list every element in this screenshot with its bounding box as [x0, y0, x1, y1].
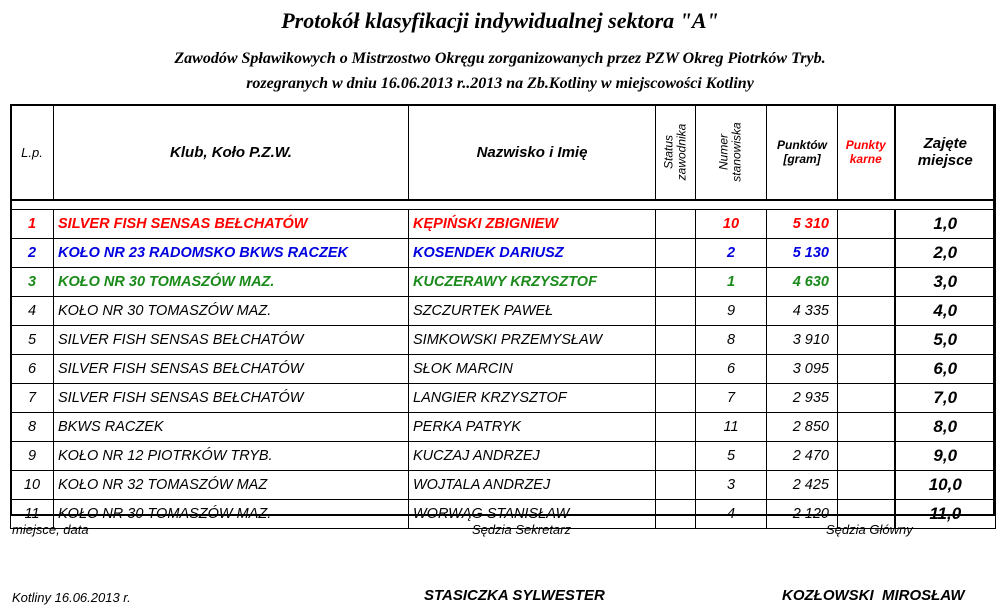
cell-name: KOSENDEK DARIUSZ	[409, 239, 656, 268]
cell-place: 5,0	[895, 326, 996, 355]
col-header-points-line1: Punktów	[777, 138, 827, 152]
cell-station: 11	[696, 413, 767, 442]
col-header-status-text: Status zawodnika	[661, 123, 689, 181]
table-frame	[10, 104, 995, 516]
cell-lp: 5	[11, 326, 54, 355]
cell-lp: 10	[11, 471, 54, 500]
document-subtitle: Zawodów Spławikowych o Mistrzostwo Okręgu zorganizowanych przez PZW Okreg Piotrków Tryb.	[174, 50, 826, 67]
cell-place: 6,0	[895, 355, 996, 384]
cell-lp: 4	[11, 297, 54, 326]
document-title: Protokół klasyfikacji indywidualnej sektora "A"	[281, 8, 719, 33]
cell-club: KOŁO NR 32 TOMASZÓW MAZ	[54, 471, 409, 500]
cell-lp: 11	[11, 500, 54, 529]
chief-judge-label: Sędzia Główny	[826, 522, 913, 537]
cell-station: 9	[696, 297, 767, 326]
cell-club: SILVER FISH SENSAS BEŁCHATÓW	[54, 384, 409, 413]
cell-name: KUCZAJ ANDRZEJ	[409, 442, 656, 471]
cell-place: 8,0	[895, 413, 996, 442]
col-header-penalty-line1: Punkty	[845, 138, 886, 152]
col-header-station-text: Numer stanowiska	[717, 122, 744, 182]
cell-place: 1,0	[895, 210, 996, 239]
cell-club: KOŁO NR 12 PIOTRKÓW TRYB.	[54, 442, 409, 471]
cell-club: KOŁO NR 30 TOMASZÓW MAZ.	[54, 500, 409, 529]
document-date-line: rozegranych w dniu 16.06.2013 r..2013 na Zb.Kotliny w miejscowości Kotliny	[246, 75, 754, 92]
cell-place: 10,0	[895, 471, 996, 500]
place-date-value: Kotliny 16.06.2013 r.	[12, 590, 131, 605]
cell-points: 3 095	[767, 355, 838, 384]
cell-points: 5 310	[767, 210, 838, 239]
cell-name: SZCZURTEK PAWEŁ	[409, 297, 656, 326]
cell-points: 4 630	[767, 268, 838, 297]
cell-lp: 2	[11, 239, 54, 268]
cell-station: 1	[696, 268, 767, 297]
cell-place: 11,0	[895, 500, 996, 529]
cell-station: 4	[696, 500, 767, 529]
cell-lp: 6	[11, 355, 54, 384]
cell-station: 3	[696, 471, 767, 500]
cell-points: 2 120	[767, 500, 838, 529]
cell-lp: 1	[11, 210, 54, 239]
col-header-lp: L.p.	[11, 105, 54, 201]
cell-lp: 3	[11, 268, 54, 297]
cell-points: 2 425	[767, 471, 838, 500]
cell-name: KUCZERAWY KRZYSZTOF	[409, 268, 656, 297]
col-header-penalty-line2: karne	[849, 152, 882, 166]
cell-points: 2 935	[767, 384, 838, 413]
cell-name: WOJTALA ANDRZEJ	[409, 471, 656, 500]
cell-place: 3,0	[895, 268, 996, 297]
cell-place: 7,0	[895, 384, 996, 413]
cell-points: 4 335	[767, 297, 838, 326]
cell-name: PERKA PATRYK	[409, 413, 656, 442]
cell-points: 3 910	[767, 326, 838, 355]
cell-name: LANGIER KRZYSZTOF	[409, 384, 656, 413]
col-header-name: Nazwisko i Imię	[409, 105, 656, 201]
cell-club: KOŁO NR 30 TOMASZÓW MAZ.	[54, 297, 409, 326]
cell-name: KĘPIŃSKI ZBIGNIEW	[409, 210, 656, 239]
cell-place: 4,0	[895, 297, 996, 326]
cell-name: WORWĄG STANISŁAW	[409, 500, 656, 529]
cell-club: BKWS RACZEK	[54, 413, 409, 442]
cell-station: 6	[696, 355, 767, 384]
cell-club: SILVER FISH SENSAS BEŁCHATÓW	[54, 210, 409, 239]
cell-lp: 8	[11, 413, 54, 442]
cell-club: KOŁO NR 30 TOMASZÓW MAZ.	[54, 268, 409, 297]
cell-place: 9,0	[895, 442, 996, 471]
secretary-name: STASICZKA SYLWESTER	[424, 587, 605, 604]
col-header-place-line2: miejsce	[917, 152, 973, 169]
col-header-club: Klub, Koło P.Z.W.	[54, 105, 409, 201]
cell-points: 2 470	[767, 442, 838, 471]
cell-name: SIMKOWSKI PRZEMYSŁAW	[409, 326, 656, 355]
cell-club: SILVER FISH SENSAS BEŁCHATÓW	[54, 326, 409, 355]
cell-place: 2,0	[895, 239, 996, 268]
secretary-label: Sędzia Sekretarz	[472, 522, 571, 537]
cell-lp: 9	[11, 442, 54, 471]
col-header-points-line2: [gram]	[783, 152, 821, 166]
cell-name: SŁOK MARCIN	[409, 355, 656, 384]
cell-points: 5 130	[767, 239, 838, 268]
chief-judge-name: KOZŁOWSKI MIROSŁAW	[782, 587, 965, 604]
cell-lp: 7	[11, 384, 54, 413]
cell-station: 2	[696, 239, 767, 268]
cell-club: SILVER FISH SENSAS BEŁCHATÓW	[54, 355, 409, 384]
cell-station: 7	[696, 384, 767, 413]
cell-club: KOŁO NR 23 RADOMSKO BKWS RACZEK	[54, 239, 409, 268]
place-date-label: miejsce, data	[12, 522, 89, 537]
cell-station: 10	[696, 210, 767, 239]
cell-station: 8	[696, 326, 767, 355]
cell-station: 5	[696, 442, 767, 471]
cell-points: 2 850	[767, 413, 838, 442]
col-header-place-line1: Zajęte	[923, 135, 967, 152]
